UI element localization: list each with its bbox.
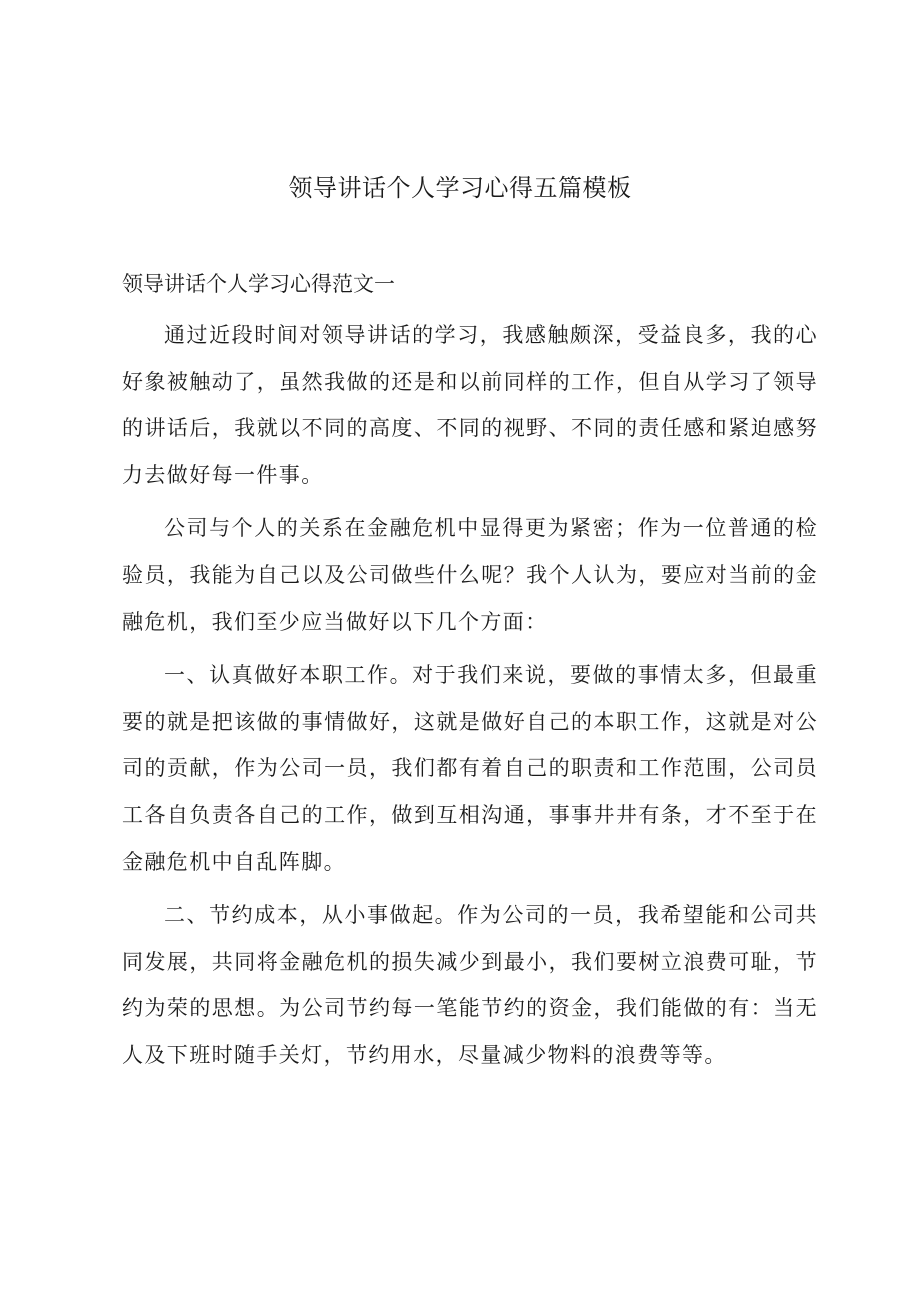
document-body: [122, 312, 818, 1086]
paragraph-2: 公司与个人的关系在金融危机中显得更为紧密；作为一位普通的检验员，我能为自己以及公司做些什么呢？我个人认为，要应对当前的金融危机，我们至少应当做好以下几个方面：: [122, 516, 818, 634]
paragraph-4: 二、节约成本，从小事做起。作为公司的一员，我希望能和公司共同发展，共同将金融危机的损失减少到最小，我们要树立浪费可耻，节约为荣的思想。为公司节约每一笔能节约的资金，我们能做的有：当无人及下班时随手关灯，节约用水，尽量减少物料的浪费等等。: [122, 903, 818, 1067]
section-heading: 领导讲话个人学习心得范文一: [122, 272, 395, 296]
document-title: 领导讲话个人学习心得五篇模板: [288, 174, 632, 202]
paragraph-3: 一、认真做好本职工作。对于我们来说，要做的事情太多，但最重要的就是把该做的事情做好，这就是做好自己的本职工作，这就是对公司的贡献，作为公司一员，我们都有着自己的职责和工作范围，公司员工各自负责各自己的工作，做到互相沟通，事事井井有条，才不至于在金融危机中自乱阵脚。: [122, 663, 818, 874]
paragraph-1: 通过近段时间对领导讲话的学习，我感触颇深，受益良多，我的心好象被触动了，虽然我做的还是和以前同样的工作，但自从学习了领导的讲话后，我就以不同的高度、不同的视野、不同的责任感和紧迫感努力去做好每一件事。: [122, 323, 818, 487]
